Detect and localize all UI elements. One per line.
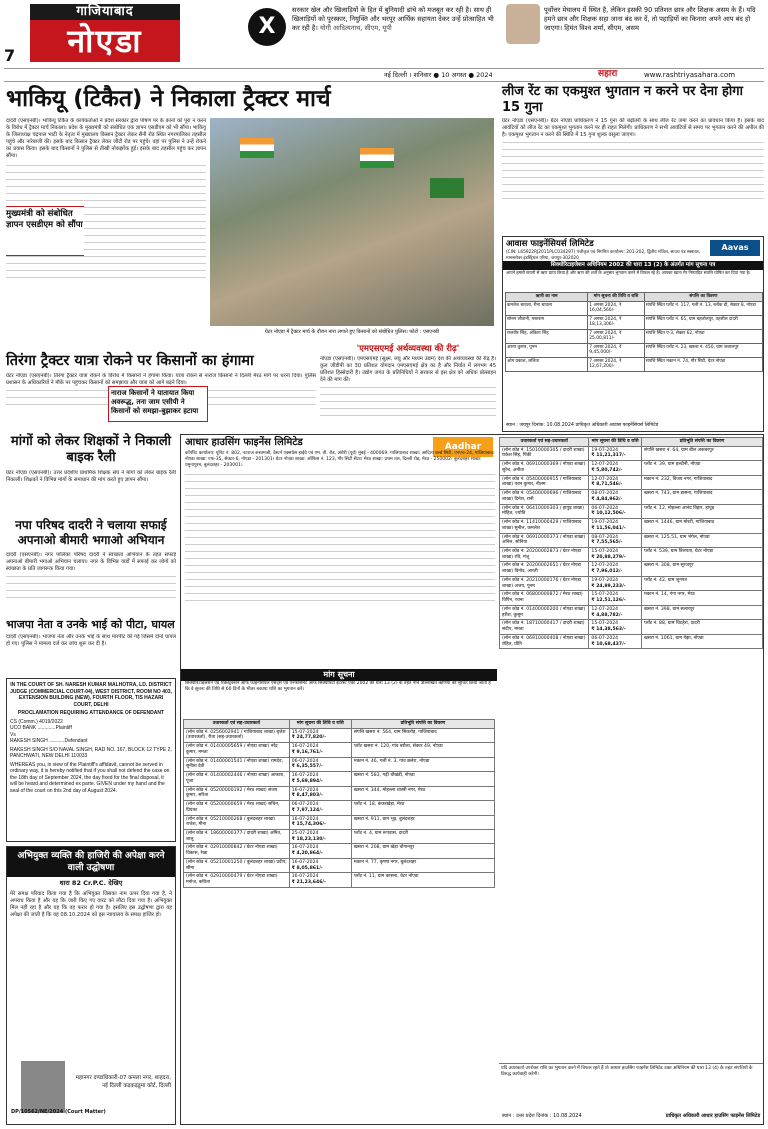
court-subtitle: PROCLAMATION REQUIRING ATTENDANCE OF DEFENDANT: [17, 710, 164, 716]
column-header: मांग सूचना की तिथि व राशि: [588, 293, 645, 302]
property-cell: खसरा नं. 583, गढ़ी चौखंडी, नोएडा: [351, 772, 494, 786]
table-cell: कमलेश चावला, रीना चावला: [506, 301, 588, 315]
property-cell: खसरा नं. 911, ग्राम भूड़, बुलंदशहर: [351, 815, 494, 829]
bike-rally-body: ग्रेटर नोएडा (एसएनबी)। उत्तर प्रदेशीय प्राथमिक शिक्षक संघ ने मांगों को लेकर बाइक रैली निकाली। शिक्षकों ने विभिन्न मांगों के समाधान की मांग करते हुए ज्ञापन सौंपा।: [6, 470, 176, 484]
property-cell: मकान नं. 14, गंगा नगर, मेरठ: [642, 591, 763, 605]
proclamation-ref: DP/10562/NE/2024 (Court Matter): [11, 1109, 106, 1115]
outstanding-amount: ₹ 9,16,761/-: [291, 749, 323, 755]
property-cell: खसरा नं. 208, ग्राम खेड़ा चौगानपुर: [351, 844, 494, 858]
assault-body: दादरी (एसएनबी)। भाजपा नेता और उनके भाई के साथ मारपीट की गई जिसमें दोनों घायल हो गए। पुलिस ने मामला दर्ज कर जांच शुरू कर दी है।: [6, 634, 176, 648]
notice-date: 15-07-2024: [591, 621, 619, 627]
notice-date: 06-07-2024: [291, 758, 319, 764]
notice-date: 16-07-2024: [291, 787, 319, 793]
notice-date: 06-07-2024: [291, 802, 319, 808]
table-row: [184, 786, 495, 800]
table-row: [184, 858, 495, 872]
outstanding-amount: ₹ 20,88,279/-: [591, 554, 626, 560]
table-row: [500, 490, 763, 504]
table-cell: अरुण कुमार, पूनम: [506, 343, 588, 357]
notice-date-amount-cell: [289, 728, 351, 742]
borrower-cell: (लोन कोड नं. 01400002446 / नोएडा शाखा) आकाश, पूजा: [184, 772, 290, 786]
lease-body: [502, 118, 764, 232]
borrower-cell: (लोन कोड नं. 20200002651 / ग्रेटर नोएडा शाखा) विनोद, आरती: [500, 562, 589, 576]
notice-date: 06-07-2024: [591, 505, 619, 511]
teaser-left-author: योगी आदित्यनाथ, सीएम, यूपी: [319, 23, 392, 32]
property-cell: प्लॉट नं. 39, ग्राम हल्दौनी, नोएडा: [642, 461, 763, 475]
case-number: CS (Comm.) 4019/2022: [10, 718, 63, 725]
outstanding-amount: ₹ 7,97,124/-: [291, 807, 323, 813]
borrower-cell: (लोन कोड नं. 06800000872 / मेरठ शाखा) विपिन, रचना: [500, 591, 589, 605]
x-logo-icon: X: [248, 8, 286, 46]
table-row: [506, 329, 763, 343]
property-cell: खसरा नं. 743, ग्राम डासना, गाजियाबाद: [642, 490, 763, 504]
aavas-logo: Aavas: [710, 240, 760, 256]
aadhar-demand-notice: [180, 434, 764, 1125]
aavas-title: सिक्योरिटाइजेशन अधिनियम 2002 की धारा 13 (2) के अंतर्गत मांग सूचना पत्र: [503, 261, 763, 270]
notice-date: 12-07-2024: [591, 606, 619, 612]
outstanding-amount: ₹ 4,88,782/-: [591, 612, 623, 618]
address-lines: [185, 471, 495, 601]
property-cell: खसरा नं. 344, मोहल्ला शास्त्री नगर, मेरठ: [351, 786, 494, 800]
notice-date-amount-cell: [589, 519, 642, 533]
outstanding-amount: ₹ 8,47,803/-: [291, 793, 323, 799]
table-cell: 7 अगस्त 2024, ₹ 18,13,306/-: [588, 315, 645, 329]
notice-date-amount-cell: [289, 801, 351, 815]
flag-icon: [430, 178, 464, 198]
outstanding-amount: ₹ 11,56,041/-: [591, 525, 626, 531]
column-header: उधारकर्ता एवं सह-उधारकर्ता: [500, 438, 589, 447]
column-header: ऋणी का नाम: [506, 293, 588, 302]
aadhar-table-left: [183, 719, 495, 888]
table-row: [500, 562, 763, 576]
borrower-cell: (लोन कोड नं. 05210000268 / बुलंदशहर शाखा) राजेश, मीना: [184, 815, 290, 829]
outstanding-amount: ₹ 4,20,864/-: [291, 851, 323, 857]
property-cell: खसरा नं. 125.51, ग्राम भंगेल, नोएडा: [642, 533, 763, 547]
outstanding-amount: ₹ 21,23,646/-: [291, 880, 326, 886]
notice-date-amount-cell: [589, 446, 642, 460]
table-cell: 7 अगस्त 2024, ₹ 25,00,811/-: [588, 329, 645, 343]
notice-date: 16-07-2024: [291, 744, 319, 750]
table-row: [184, 728, 495, 742]
table-row: [500, 591, 763, 605]
teaser-right-text: पूर्वोत्तर मेघालय में स्थित है, लेकिन इसकी 90 प्रतिशत छात्र और शिक्षक असम के हैं। यदि हमने छात्र और शिक्षक सहा जाना बंद कर दें, तो पहाड़ियों का किनारा अपने आप बंद हो जाएगा।: [544, 6, 756, 32]
property-cell: खसरा नं. 1446, ग्राम मोरटी, गाजियाबाद: [642, 519, 763, 533]
borrower-cell: (लोन कोड नं. 15010000305 / दादरी शाखा) राकेश सिंह, पिंकी: [500, 446, 589, 460]
table-cell: संपत्ति स्थित प्लॉट नं. 23, खसरा नं. 450, ग्राम जलालपुर: [644, 343, 762, 357]
outstanding-amount: ₹ 5,69,894/-: [291, 778, 323, 784]
table-row: [500, 475, 763, 489]
notice-date-amount-cell: [289, 815, 351, 829]
table-row: [500, 461, 763, 475]
aavas-table: [505, 292, 763, 372]
court-notice: [6, 678, 176, 842]
notice-date: 15-07-2024: [291, 729, 319, 735]
notice-date-amount-cell: [289, 743, 351, 757]
tiranga-callout: नाराज किसानों ने यातायात किया अवरूद्ध, तना जाम एसीपी ने किसानों को समझा-बुझाकर हटाया: [108, 386, 208, 422]
property-cell: मकान नं. 77, कृष्णा नगर, बुलंदशहर: [351, 858, 494, 872]
cleanliness-text: दादरी (एसएनबी)। नगर पालिका परिषद दादरी ने स्वच्छता अभियान के तहत सफाई अपनाओ बीमारी भगाओ अभियान चलाया। नगर के विभिन्न वार्डों में सफाई कर लोगों को स्वच्छता के प्रति जागरूक किया गया।: [6, 552, 176, 573]
outstanding-amount: ₹ 4,84,962/-: [591, 496, 623, 502]
outstanding-amount: ₹ 24,89,233/-: [591, 583, 626, 589]
table-row: [506, 301, 763, 315]
property-cell: खसरा नं. 398, ग्राम सलारपुर: [642, 605, 763, 619]
aadhar-table-right: [499, 437, 763, 649]
flag-icon: [240, 138, 274, 158]
outstanding-amount: ₹ 12,51,126/-: [591, 598, 626, 604]
notice-date: 08-07-2024: [591, 534, 619, 540]
outstanding-amount: ₹ 6,35,557/-: [291, 764, 323, 770]
table-cell: 7 अगस्त 2024, ₹ 12,67,200/-: [588, 357, 645, 371]
borrower-cell: (लोन कोड नं. 0256002941 / गाजियाबाद शाखा) बृजेश (उधारकर्ता), रीता (सह-उधारकर्ता): [184, 728, 290, 742]
body-text-lines: [6, 573, 176, 603]
table-row: [500, 605, 763, 619]
table-cell: ओम प्रकाश, ललिता: [506, 357, 588, 371]
notice-date-amount-cell: [589, 591, 642, 605]
borrower-cell: (लोन कोड नं. 06410000303 / हापुड़ शाखा) मोहित, ज्योति: [500, 504, 589, 518]
bike-rally-headline: मांगों को लेकर शिक्षकों ने निकाली बाइक रैली: [10, 434, 172, 466]
borrower-cell: (लोन कोड नं. 20200002873 / ग्रेटर नोएडा शाखा) रवि, मंजू: [500, 548, 589, 562]
aadhar-signature-block: [499, 1063, 763, 1123]
table-row: [506, 315, 763, 329]
tiranga-text: ग्रेटर नोएडा (एसएनबी)। तिरंगा ट्रैक्टर यात्रा रोकने के विरोध में किसानों ने हंगामा किया। यात्रा रोकने से नाराज किसानों ने दिल्ली मेरठ मार्ग पर धरना दिया। पुलिस प्रशासन के अधिकारियों ने मौके पर पहुंचकर किसानों को समझाया और यात्रा को आगे बढ़ने दिया।: [6, 373, 316, 387]
borrower-cell: (लोन कोड नं. 02910000842 / ग्रेटर नोएडा शाखा) विकास, रेखा: [184, 844, 290, 858]
notice-date-amount-cell: [289, 757, 351, 771]
borrower-cell: (लोन कोड नं. 05200000192 / मेरठ शाखा) संजय कुमार, सरिता: [184, 786, 290, 800]
lease-headline: लीज रेंट का एकमुश्त भुगतान न करने पर देना होगा 15 गुना: [502, 84, 743, 115]
aadhar-logo: Aadhar: [433, 437, 493, 457]
aadhar-address: [185, 451, 495, 529]
borrower-cell: (लोन कोड नं. 05400000915 / गाजियाबाद शाखा) पवन कुमार, नीलम: [500, 475, 589, 489]
notice-date: 12-07-2024: [591, 476, 619, 482]
notice-date: 12-07-2024: [591, 563, 619, 569]
table-row: [500, 620, 763, 634]
cleanliness-body: [6, 552, 176, 618]
property-cell: प्लॉट खसरा नं. 120, गांव बरौला, सेक्टर 49, नोएडा: [351, 743, 494, 757]
property-cell: संपत्ति खसरा नं. 64, ग्राम बील अकबरपुर: [642, 446, 763, 460]
aavas-company: आवास फाइनेंसियर्स लिमिटेड: [506, 239, 594, 249]
property-cell: प्लॉट नं. 18, कंकरखेड़ा, मेरठ: [351, 801, 494, 815]
edition-logo: [30, 4, 180, 62]
table-row: [500, 576, 763, 590]
table-cell: संपत्ति स्थित प्लॉट नं. 117, गली नं. 13, ब्लॉक डी, सेक्टर 8, नोएडा: [644, 301, 762, 315]
cleanliness-headline: नपा परिषद दादरी ने चलाया सफाई अपनाओ बीमारी भगाओ अभियान: [15, 518, 167, 547]
demand-notice-title: मांग सूचना: [181, 669, 497, 681]
tractor-march-photo: [210, 118, 494, 326]
table-row: [500, 519, 763, 533]
versus: Vs: [10, 731, 16, 738]
borrower-cell: (लोन कोड नं. 05400000696 / गाजियाबाद शाखा) दिनेश, रानी: [500, 490, 589, 504]
table-row: [184, 873, 495, 887]
aadhar-authority: प्राधिकृत अधिकारी आधार हाउसिंग फाइनेंस लिमिटेड: [665, 1112, 760, 1119]
notice-date: 16-07-2024: [291, 874, 319, 880]
aavas-footer: स्थान : जयपुर दिनांक: 10.08.2024 प्राधिकृत अधिकारी आवास फाइनेंसियर्स लिमिटेड: [506, 423, 659, 429]
teaser-left-text: सरकार खेल और खिलाड़ियों के हित में बुनियादी ढांचे को मजबूत कर रही है। साथ ही खिलाड़ियों को पुरस्कार, नियुक्ति और भरपूर आर्थिक सहायता देकर उन्हें प्रोत्साहित भी कर रही है।: [292, 6, 494, 32]
borrower-cell: (लोन कोड नं. 05210001250 / बुलंदशहर शाखा) प्रदीप, सीमा: [184, 858, 290, 872]
notice-date-amount-cell: [589, 490, 642, 504]
notice-date: 16-07-2024: [291, 773, 319, 779]
notice-date-amount-cell: [589, 533, 642, 547]
table-cell: 7 अगस्त 2024, ₹ 9,45,000/-: [588, 343, 645, 357]
notice-date-amount-cell: [289, 873, 351, 887]
proclamation-notice: [6, 846, 176, 1125]
notice-date-amount-cell: [589, 576, 642, 590]
tiranga-headline: तिरंगा ट्रैक्टर यात्रा रोकने पर किसानों का हंगामा: [6, 353, 254, 369]
column-header: प्रतिभूति संपत्ति का विवरण: [351, 720, 494, 729]
portrait-photo: [506, 4, 540, 44]
city-name: गाजियाबाद: [30, 4, 180, 20]
aavas-demand-notice: [502, 236, 764, 432]
main-story-callout: मुख्यमंत्री को संबोधित ज्ञापन एसडीएम को सौंपा: [6, 206, 84, 256]
property-cell: मकान नं. 232, विजय नगर, गाजियाबाद: [642, 475, 763, 489]
notice-date-amount-cell: [589, 620, 642, 634]
table-cell: संपत्ति स्थित ए-3, सेक्टर 62, नोएडा: [644, 329, 762, 343]
editorial-text: नोएडा (एसएनबी)। एमएसएमई (सूक्ष्म, लघु और मध्यम उद्यम) देश की अर्थव्यवस्था की रीढ़ है। कुल जीडीपी का 30 प्रतिशत योगदान एमएसएमई क्षेत्र का है और निर्यात में लगभग 45 प्रतिशत हिस्सेदारी है। उद्योग जगत के प्रतिनिधियों ने सरकार से इस क्षेत्र को अधिक प्रोत्साहन देने की मांग की।: [320, 356, 496, 384]
notice-date-amount-cell: [289, 830, 351, 844]
outstanding-amount: ₹ 7,55,565/-: [591, 540, 623, 546]
table-row: [184, 772, 495, 786]
notice-date-amount-cell: [289, 786, 351, 800]
body-text-lines: [320, 384, 496, 418]
borrower-cell: (लोन कोड नं. 06910000408 / नोएडा शाखा) रोहित, प्रीति: [500, 634, 589, 648]
teaser-left: [292, 6, 502, 33]
column-header: मांग सूचना की तिथि व राशि: [589, 438, 642, 447]
notice-date: 19-07-2024: [591, 520, 619, 526]
borrower-cell: (लोन कोड नं. 11410000429 / गाजियाबाद शाखा) सुनील, कमलेश: [500, 519, 589, 533]
edition-name: नोएडा: [30, 20, 180, 62]
aadhar-company: आधार हाउसिंग फाइनेंस लिमिटेड: [185, 437, 303, 448]
borrower-cell: (लोन कोड नं. 18710000417 / दादरी शाखा) संदीप, ममता: [500, 620, 589, 634]
property-cell: प्लॉट नं. 11, ग्राम कासना, ग्रेटर नोएडा: [351, 873, 494, 887]
notice-date-amount-cell: [289, 858, 351, 872]
outstanding-amount: ₹ 8,05,861/-: [291, 865, 323, 871]
table-row: [184, 743, 495, 757]
accused-photo: [21, 1061, 65, 1113]
assault-headline: भाजपा नेता व उनके भाई को पीटा, घायल: [6, 618, 175, 631]
outstanding-amount: ₹ 10,68,437/-: [591, 641, 626, 647]
property-cell: खसरा नं. 308, ग्राम सूरजपुर: [642, 562, 763, 576]
aadhar-address-text: कॉर्पोरेट कार्यालय: यूनिट नं. 802, नटराज रूस्तमजी, वेस्टर्न एक्सप्रेस हाईवे एवं एम. वी. रोड, अंधेरी (पूर्व) मुंबई - 400069. गाजियाबाद शाखा: आदित्य वर्ल्ड सिटी, एनएच-24, गाजियाबाद। नोएडा शाखा: एफ-35, सेक्टर-6, नोएडा - 201301। ग्रेटर नोएडा शाखा: ऑफिस नं. 123, गौर सिटी सेंटर। मेरठ शाखा: प्रथम तल, दिल्ली रोड, मेरठ - 250002। बुलंदशहर शाखा: यमुनापुरम, बुलंदशहर - 203001।: [185, 451, 495, 468]
table-row: [500, 548, 763, 562]
teaser-right: [544, 6, 766, 33]
notice-date-amount-cell: [589, 461, 642, 475]
magistrate-signature: महानगर दण्डाधिकारी-07 कमला नगर, शाहदरा, नई दिल्ली कड़कड़डूमा कोर्ट, दिल्ली: [75, 1075, 171, 1089]
proclamation-heading: अभियुक्त व्यक्ति की हाजिरी की अपेक्षा करने वाली उद्घोषणा: [7, 847, 175, 877]
flag-icon: [360, 148, 394, 168]
notice-date: 16-07-2024: [291, 816, 319, 822]
column-header: प्रतिभूति संपत्ति का विवरण: [642, 438, 763, 447]
proclamation-body: मेरे समक्ष परिवाद किया गया है कि अभियुक्त जिसका नाम ऊपर दिया गया है, ने अपराध किया है और यह कि जारी किए गए वारंट को लौटा दिया गया है। अभियुक्त मिल नहीं रहा है और यह कि वह फरार हो गया है। इसलिए इस उद्घोषणा द्वारा यह अपेक्षा की जाती है कि वह 08.10.2024 को इस न्यायालय के समक्ष हाजिर हो।: [10, 891, 172, 919]
notice-date: 15-07-2024: [591, 549, 619, 555]
table-row: [184, 830, 495, 844]
notice-date: 06-07-2024: [591, 635, 619, 641]
outstanding-amount: ₹ 11,21,317/-: [591, 453, 626, 459]
property-cell: मकान नं. 46, गली नं. 3, गांव छलेरा, नोएडा: [351, 757, 494, 771]
outstanding-amount: ₹ 15,74,306/-: [291, 822, 326, 828]
dateline-bar: [4, 68, 764, 82]
borrower-cell: (लोन कोड नं. 05200000659 / मेरठ शाखा) सचिन, प्रियंका: [184, 801, 290, 815]
property-cell: प्लॉट नं. 12, मोहल्ला आनंद विहार, हापुड़: [642, 504, 763, 518]
notice-date-amount-cell: [289, 844, 351, 858]
property-cell: प्लॉट नं. 4, ग्राम रूपवास, दादरी: [351, 830, 494, 844]
table-row: [184, 801, 495, 815]
notice-date: 25-07-2024: [291, 831, 319, 837]
table-row: [506, 343, 763, 357]
borrower-cell: (लोन कोड नं. 01400001541 / नोएडा शाखा) रामदेव, सुनीता देवी: [184, 757, 290, 771]
borrower-cell: (लोन कोड नं. 06910000369 / नोएडा शाखा) सुरेश, अनीता: [500, 461, 589, 475]
notice-date: 19-07-2024: [591, 447, 619, 453]
main-story-text: दादरी (एसएनबी)। भाकियू टिकैत के कार्यकर्ताओं ने प्रदेश सरकार द्वारा पोषण पर के कानों को पूरा न करने के विरोध में ट्रैक्टर मार्च निकाला। प्रदेश के मुख्यमंत्री को संबोधित एक ज्ञापन एसडीएम को भी सौंपा। भाकियू के जिलाध्यक्ष चंद्रपाल भाटी के नेतृत्व में मुख्यालय किसान ट्रैक्टर लेकर सैनी रोड स्थित नगरपालिका तहसील पहुंचे और नारेबाजी की। इसके बाद किसान ट्रैक्टर लेकर जीटी रोड पर पहुंचे। वहां पर पुलिस ने उन्हें रोकने का प्रयास किया। इसके बाद किसानों ने पुलिस से तीखी नोकझोंक हुई। इसके बाद तहसील पहुंच कर ज्ञापन सौंपा।: [6, 118, 206, 160]
main-story: [6, 118, 494, 343]
issue-date: नई दिल्ली । शनिवार ● 10 अगस्त ● 2024: [384, 71, 493, 79]
property-cell: प्लॉट नं. 42, ग्राम जुनपत: [642, 576, 763, 590]
borrower-cell: (लोन कोड नं. 01400005659 / नोएडा शाखा) नरेंद्र कुमार, ममता: [184, 743, 290, 757]
aavas-address: (CIN: L65922RJ2011PLC034297) पंजीकृत एवं निगमित कार्यालय: 201-202, द्वितीय मंजिल, साउथ एंड स्क्वायर, मानसरोवर इंडस्ट्रियल एरिया, जयपुर-302020: [506, 250, 701, 261]
defendant: RAKESH SINGH ...........Defendant: [10, 738, 88, 744]
addressee: RAKESH SINGH S/O NAVAL SINGH, RAD NO. 167, BLOCK 12 TYPE 2, PANCHWATI, NEW DELHI 110033: [10, 746, 172, 759]
borrower-cell: (लोन कोड नं. 02910000479 / ग्रेटर नोएडा शाखा) मनोज, कविता: [184, 873, 290, 887]
property-cell: खसरा नं. 1061, ग्राम गेझा, नोएडा: [642, 634, 763, 648]
notice-date: 19-07-2024: [591, 577, 619, 583]
outstanding-amount: ₹ 18,23,130/-: [291, 836, 326, 842]
column-header: उधारकर्ता एवं सह-उधारकर्ता: [184, 720, 290, 729]
notice-date-amount-cell: [589, 504, 642, 518]
table-cell: 1 अगस्त 2024, ₹ 16,04,560/-: [588, 301, 645, 315]
table-cell: संपत्ति स्थित मकान नं. 74, गौर सिटी, ग्रेटर नोएडा: [644, 357, 762, 371]
outstanding-amount: ₹ 24,77,820/-: [291, 735, 326, 741]
masthead: [4, 2, 764, 79]
website-link[interactable]: www.rashtriyasahara.com: [644, 71, 736, 79]
photo-caption: ग्रेटर नोएडा में ट्रैक्टर मार्च के दौरान नारा लगाते हुए किसानों को संबोधित पुलिस। फोटो : एसएनबी: [264, 329, 440, 335]
notice-date-amount-cell: [589, 562, 642, 576]
proclamation-section: धारा 82 Cr.P.C. देखिए: [59, 879, 123, 888]
property-cell: प्लॉट नं. 88, ग्राम चिटहेरा, दादरी: [642, 620, 763, 634]
borrower-cell: (लोन कोड नं. 20210000176 / ग्रेटर नोएडा शाखा) अजय, पूनम: [500, 576, 589, 590]
outstanding-amount: ₹ 5,80,742/-: [591, 467, 623, 473]
notice-date-amount-cell: [589, 634, 642, 648]
editorial-body: [320, 356, 496, 431]
outstanding-amount: ₹ 14,38,563/-: [591, 627, 626, 633]
column-header: मांग सूचना की तिथि व राशि: [289, 720, 351, 729]
lease-text: ग्रेटर नोएडा (एसएनबी)। ग्रेटर नोएडा प्राधिकरण ने 15 गुना की बढ़ोतरी के साथ लीज रेंट जमा करने का प्रावधान किया है। इसके बाद आवंटियों को लीज रेंट का एकमुश्त भुगतान करने पर ही राहत मिलेगी। प्राधिकरण ने सभी आवंटियों से समय पर भुगतान करने की अपील की है। एकमुश्त भुगतान न करने की स्थिति में 15 गुना शुल्क वसूला जाएगा।: [502, 118, 764, 139]
aadhar-closing-text: यदि उधारकर्ता उपरोक्त राशि का भुगतान करने में विफल रहते हैं तो आधार हाउसिंग फाइनेंस लिमिटेड उक्त अधिनियम की धारा 13 (4) के तहत संपत्तियों के विरुद्ध कार्यवाही करेगी।: [501, 1066, 753, 1077]
table-row: [184, 815, 495, 829]
notice-date-amount-cell: [589, 475, 642, 489]
table-row: [500, 504, 763, 518]
property-cell: प्लॉट नं. 539, ग्राम तिलपता, ग्रेटर नोएडा: [642, 548, 763, 562]
notice-date-amount-cell: [589, 548, 642, 562]
page-number: 7: [4, 46, 16, 65]
property-cell: संपत्ति खसरा नं. 564, ग्राम सिकरोड़, गाजियाबाद: [351, 728, 494, 742]
demand-notice-intro: सिक्योरिटाइजेशन एंड रिकंस्ट्रक्शन ऑफ फाइनेंशियल एसेट्स एंड एनफोर्समेंट ऑफ सिक्योरिटी इंटरेस्ट एक्ट 2002 की धारा 13 (2) के तहत नीचे उल्लिखित ऋणियों को सूचित किया जाता है कि वे सूचना की तिथि से 60 दिनों के भीतर बकाया राशि का भुगतान करें।: [185, 681, 491, 692]
paper-logo: सहारा: [598, 69, 618, 79]
main-headline: भाकियू (टिकैत) ने निकाला ट्रैक्टर मार्च: [6, 86, 331, 112]
column-header: संपत्ति का विवरण: [644, 293, 762, 302]
notice-date: 08-07-2024: [591, 491, 619, 497]
notice-date-amount-cell: [289, 772, 351, 786]
table-row: [500, 446, 763, 460]
notice-date: 12-07-2024: [591, 462, 619, 468]
table-row: [500, 634, 763, 648]
plaintiff: UCO BANK .............Plaintiff: [10, 725, 72, 731]
court-title: IN THE COURT OF SH. NARESH KUMAR MALHOTRA, LD. DISTRICT JUDGE (COMMERCIAL COURT-04), WEST DISTRICT, ROOM NO 403, EXTENSION BUILDING (NEW), FOURTH FLOOR, TIS HAZARI COURT, DELHI: [10, 682, 172, 708]
table-row: [500, 533, 763, 547]
table-row: [506, 357, 763, 371]
notice-date: 15-07-2024: [591, 592, 619, 598]
teaser-right-author: हिमंत विश्व शर्मा, सीएम, असम: [564, 23, 639, 32]
body-text-lines: [502, 139, 764, 199]
table-cell: राजवीर सिंह, अंकिता सिंह: [506, 329, 588, 343]
outstanding-amount: ₹ 7,96,012/-: [591, 569, 623, 575]
notice-date: 16-07-2024: [291, 859, 319, 865]
outstanding-amount: ₹ 10,12,506/-: [591, 511, 626, 517]
aadhar-place-date: स्थान : उत्तर प्रदेश दिनांक : 10.08.2024: [502, 1112, 582, 1119]
editorial-headline: 'एमएसएमई अर्थव्यवस्था की रीढ़': [356, 344, 460, 354]
borrower-cell: (लोन कोड नं. 06910000373 / नोएडा शाखा) अनिल, सोनिया: [500, 533, 589, 547]
court-body: WHEREAS you, in view of the Plaintiff's affidavit, cannot be served in ordinary way, it is hereby notified that if you shall not defend the case on the 18th day of September 2024, the day fixed for the final disposal, it will be heard and determined ex parte. GIVEN under my hand and the seal of the court on this 2nd day of August 2024.: [10, 761, 170, 794]
notice-date-amount-cell: [589, 605, 642, 619]
aavas-intro: आपने हमारी कंपनी से ऋण प्राप्त किया है और ऋण की शर्तों के अनुसार भुगतान करने में विफल रहे हैं। आपका खाता गैर निष्पादित संपत्ति घोषित कर दिया गया है।: [506, 270, 751, 275]
table-cell: संपत्ति स्थित प्लॉट नं. 65, ग्राम बहलोलपुर, तहसील दादरी: [644, 315, 762, 329]
outstanding-amount: ₹ 8,71,546/-: [591, 482, 623, 488]
borrower-cell: (लोन कोड नं. 01400000200 / नोएडा शाखा) हरीश, कुसुम: [500, 605, 589, 619]
table-row: [184, 844, 495, 858]
borrower-cell: (लोन कोड नं. 18600000377 / दादरी शाखा) अमित, शालू: [184, 830, 290, 844]
notice-date: 16-07-2024: [291, 845, 319, 851]
table-cell: सोनम लौतानी, मस्तराम: [506, 315, 588, 329]
table-row: [184, 757, 495, 771]
